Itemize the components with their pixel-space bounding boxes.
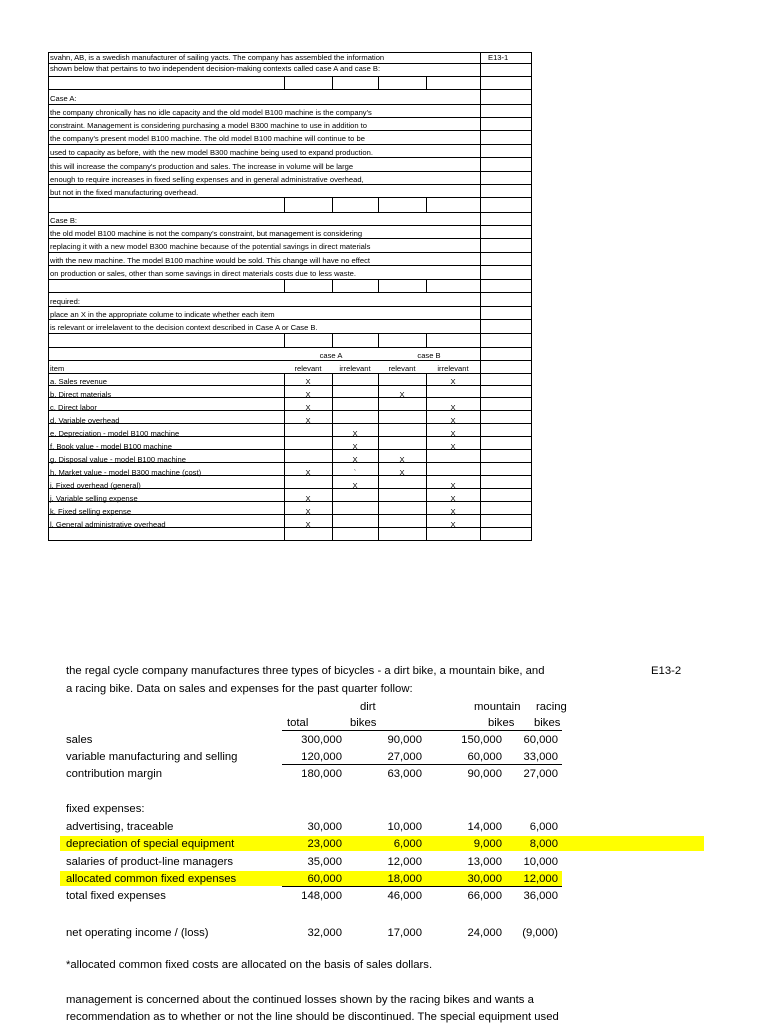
intro-line-2: shown below that pertains to two independent decision-making contexts called case A and case B: [50,64,381,73]
grid-row-line [48,238,532,239]
case-b-relevant-mark: X [399,468,405,477]
grid-row-line [48,76,532,77]
fixed-expense-row-mountain-value: 9,000 [473,838,502,850]
item-label: l. General administrative overhead [50,520,166,529]
case-b-column-group: case B [417,351,441,360]
case-a-line-5: this will increase the company's production and sales. The increase in volume will be large [50,162,354,171]
case-b-relevant-header: relevant [388,364,416,373]
exercise-label-e13-2: E13-2 [651,665,682,677]
fixed-expense-row-label: advertising, traceable [66,821,174,833]
statement-row-racing-value: 60,000 [523,734,558,746]
fixed-expense-row-dirt-value: 6,000 [393,838,422,850]
grid-column-line [378,333,379,347]
statement-row-racing-value: 33,000 [523,751,558,763]
fixed-expense-row-total-value: 60,000 [307,873,342,885]
fixed-expense-row-mountain-value: 30,000 [467,873,502,885]
grid-row-line [48,130,532,131]
case-a-relevant-mark: X [305,468,311,477]
intro-line-1: svahn, AB, is a swedish manufacturer of sailing yacts. The company has assembled the information [50,53,385,62]
grid-row-line [48,292,532,293]
case-a-line-7: but not in the fixed manufacturing overhead. [50,188,199,197]
total-underline [282,886,562,887]
item-header: item [50,364,65,373]
statement-row-dirt-value: 63,000 [387,768,422,780]
grid-column-line [426,279,427,292]
statement-row-mountain-value: 90,000 [467,768,502,780]
statement-row-mountain-value: 150,000 [461,734,502,746]
grid-column-line [284,333,285,347]
item-label: h. Market value - model B300 machine (cost) [50,468,202,477]
net-operating-income-row-racing-value: (9,000) [522,927,558,939]
grid-column-line [426,197,427,212]
fixed-expense-row-racing-value: 8,000 [529,838,558,850]
case-a-relevant-mark: X [305,390,311,399]
grid-column-line [378,76,379,89]
case-a-line-4: used to capacity as before, with the new model B300 machine being used to expand production. [50,148,373,157]
case-a-irrelevant-mark: X [352,481,358,490]
fixed-expenses-heading: fixed expenses: [66,803,145,815]
case-b-line-3: with the new machine. The model B100 machine would be sold. This change will have no effect [50,256,370,265]
statement-row-label: sales [66,734,93,746]
item-label: c. Direct labor [50,403,97,412]
item-label: b. Direct materials [50,390,112,399]
case-b-relevant-mark: X [399,455,405,464]
grid-row-line [48,144,532,145]
case-a-irrelevant-mark: X [352,429,358,438]
case-a-relevant-mark: X [305,494,311,503]
fixed-expense-row-dirt-value: 12,000 [387,856,422,868]
grid-row-line [48,347,532,348]
fixed-expense-row-dirt-value: 10,000 [387,821,422,833]
item-label: e. Depreciation - model B100 machine [50,429,180,438]
case-b-irrelevant-mark: X [450,429,456,438]
case-a-relevant-mark: X [305,403,311,412]
fixed-expense-row-label: total fixed expenses [66,890,166,902]
case-b-irrelevant-mark: X [450,481,456,490]
case-b-irrelevant-mark: X [450,494,456,503]
grid-row-line [48,373,532,374]
case-a-line-6: enough to require increases in fixed selling expenses and in general administrative overhead, [50,175,364,184]
case-a-relevant-mark: X [305,377,311,386]
grid-column-line [284,76,285,89]
case-b-heading: Case B: [50,216,78,225]
case-a-irrelevant-mark: X [352,442,358,451]
case-b-irrelevant-header: irrelevant [437,364,469,373]
statement-row-label: contribution margin [66,768,163,780]
fixed-expense-row-total-value: 35,000 [307,856,342,868]
net-operating-income-row-total-value: 32,000 [307,927,342,939]
item-label: a. Sales revenue [50,377,107,386]
net-operating-income-row-dirt-value: 17,000 [387,927,422,939]
case-b-irrelevant-mark: X [450,520,456,529]
fixed-expense-row-racing-value: 36,000 [523,890,558,902]
case-b-relevant-mark: X [399,390,405,399]
grid-row-line [48,171,532,172]
e13-2-intro-line-2: a racing bike. Data on sales and expenses for the past quarter follow: [66,683,413,695]
grid-column-line [426,333,427,347]
case-b-irrelevant-mark: X [450,377,456,386]
statement-row-racing-value: 27,000 [523,768,558,780]
fixed-expense-row-mountain-value: 13,000 [467,856,502,868]
grid-row-line [48,265,532,266]
case-a-irrelevant-header: irrelevant [339,364,371,373]
grid-row-line [48,89,532,90]
grid-column-line [284,197,285,212]
case-b-irrelevant-mark: X [450,507,456,516]
item-label: d. Variable overhead [50,416,120,425]
fixed-expense-row-mountain-value: 14,000 [467,821,502,833]
grid-row-line [48,184,532,185]
statement-row-total-value: 120,000 [301,751,342,763]
dirt-header-bottom: bikes [350,717,377,729]
closing-line-2: recommendation as to whether or not the line should be discontinued. The special equipment used [66,1011,559,1023]
net-operating-income-row-label: net operating income / (loss) [66,927,209,939]
case-a-irrelevant-mark: ` [353,468,357,477]
item-label: j. Variable selling expense [50,494,138,503]
statement-row-dirt-value: 90,000 [387,734,422,746]
header-underline [282,730,562,731]
exercise-label-e13-1: E13-1 [488,53,509,62]
fixed-expense-row-total-value: 23,000 [307,838,342,850]
grid-row-line [48,225,532,226]
case-b-irrelevant-mark: X [450,416,456,425]
grid-column-line [531,52,532,540]
required-line-1: place an X in the appropriate colume to indicate whether each item [50,310,275,319]
total-header: total [287,717,309,729]
item-label: k. Fixed selling expense [50,507,132,516]
grid-row-line [48,319,532,320]
fixed-expense-row-label: salaries of product-line managers [66,856,234,868]
grid-column-line [332,197,333,212]
grid-row-line [48,306,532,307]
fixed-expense-row-total-value: 30,000 [307,821,342,833]
grid-row-line [48,104,532,105]
racing-header-top: racing [536,701,567,713]
fixed-expense-row-mountain-value: 66,000 [467,890,502,902]
grid-row-line [48,540,532,541]
racing-header-bottom: bikes [534,717,561,729]
footnote: *allocated common fixed costs are allocated on the basis of sales dollars. [66,959,433,971]
case-a-irrelevant-mark: X [352,455,358,464]
grid-column-line [332,279,333,292]
case-a-relevant-header: relevant [294,364,322,373]
case-a-relevant-mark: X [305,507,311,516]
grid-row-line [48,279,532,280]
case-b-line-1: the old model B100 machine is not the company's constraint, but management is considering [50,229,363,238]
fixed-expense-row-racing-value: 12,000 [523,873,558,885]
required-heading: required: [50,297,80,306]
case-b-line-2: replacing it with a new model B300 machine because of the potential savings in direct materials [50,242,371,251]
case-b-irrelevant-mark: X [450,442,456,451]
fixed-expense-row-racing-value: 6,000 [529,821,558,833]
grid-column-line [426,76,427,89]
dirt-header-top: dirt [360,701,376,713]
grid-row-line [48,252,532,253]
case-a-relevant-mark: X [305,416,311,425]
fixed-expense-row-label: depreciation of special equipment [66,838,235,850]
case-a-relevant-mark: X [305,520,311,529]
fixed-expense-row-dirt-value: 18,000 [387,873,422,885]
grid-column-line [480,52,481,540]
e13-2-intro-line-1: the regal cycle company manufactures three types of bicycles - a dirt bike, a mountain bike, and [66,665,545,677]
mountain-header-bottom: bikes [488,717,515,729]
e13-2-worksheet [0,650,768,1024]
closing-line-1: management is concerned about the continued losses shown by the racing bikes and wants a [66,994,534,1006]
statement-row-label: variable manufacturing and selling [66,751,238,763]
fixed-expense-row-label: allocated common fixed expenses [66,873,237,885]
net-operating-income-row-mountain-value: 24,000 [467,927,502,939]
grid-row-line [48,212,532,213]
fixed-expense-row-total-value: 148,000 [301,890,342,902]
grid-row-line [48,117,532,118]
grid-column-line [332,76,333,89]
grid-row-line [48,157,532,158]
case-a-column-group: case A [319,351,343,360]
required-line-2: is relevant or irrelelavent to the decision context described in Case A or Case B. [50,323,318,332]
grid-column-line [332,333,333,347]
item-label: g. Disposal value - model B100 machine [50,455,186,464]
statement-row-mountain-value: 60,000 [467,751,502,763]
fixed-expense-row-racing-value: 10,000 [523,856,558,868]
item-label: f. Book value - model B100 machine [50,442,172,451]
case-b-line-4: on production or sales, other than some savings in direct materials costs due to less waste. [50,269,357,278]
case-a-heading: Case A: [50,94,77,103]
total-underline [282,764,562,765]
case-a-line-1: the company chronically has no idle capacity and the old model B100 machine is the company's [50,108,372,117]
statement-row-dirt-value: 27,000 [387,751,422,763]
grid-column-line [378,197,379,212]
statement-row-total-value: 300,000 [301,734,342,746]
grid-row-line [48,333,532,334]
grid-column-line [284,279,285,292]
item-label: i. Fixed overhead (general) [50,481,141,490]
case-a-line-3: the company's present model B100 machine. The old model B100 machine will continue to be [50,134,365,143]
case-a-line-2: constraint. Management is considering purchasing a model B300 machine to use in addition to [50,121,368,130]
case-b-irrelevant-mark: X [450,403,456,412]
grid-row-line [48,360,532,361]
fixed-expense-row-dirt-value: 46,000 [387,890,422,902]
grid-column-line [378,279,379,292]
mountain-header-top: mountain [474,701,521,713]
statement-row-total-value: 180,000 [301,768,342,780]
e13-1-worksheet [48,52,532,540]
grid-row-line [48,197,532,198]
